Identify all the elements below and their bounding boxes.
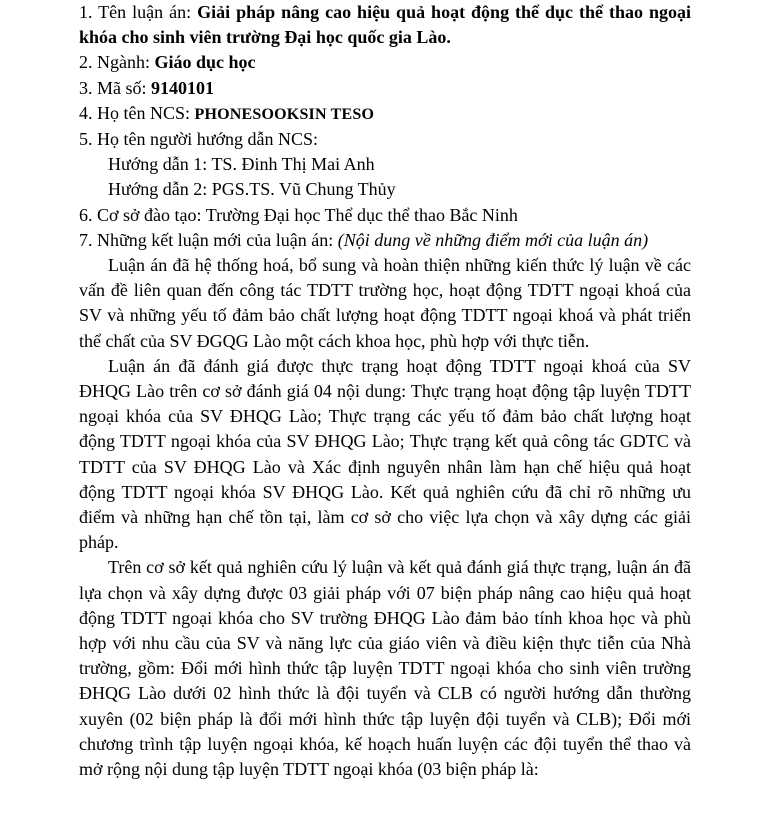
conclusions-note: (Nội dung về những điểm mới của luận án) — [337, 229, 649, 250]
candidate-value: PHONESOOKSIN TESO — [194, 105, 375, 123]
major-value: Giáo dục học — [154, 52, 256, 73]
conclusions-item — [79, 228, 691, 253]
supervisor-2: Hướng dẫn 2: PGS.TS. Vũ Chung Thủy — [108, 179, 396, 200]
thesis-title-value: Giải pháp nâng cao hiệu quả hoạt động thể dục thể thao ngoại khóa cho sinh viên trường Đại học quốc gia Lào. — [79, 2, 691, 48]
institution-item: 6. Cơ sở đào tạo: Trường Đại học Thể dục thể thao Bắc Ninh — [79, 204, 518, 225]
supervisor-1: Hướng dẫn 1: TS. Đinh Thị Mai Anh — [108, 154, 375, 175]
code-item — [79, 76, 691, 101]
paragraph-1: Luận án đã hệ thống hoá, bổ sung và hoàn thiện những kiến thức lý luận về các vấn đề liên quan đến công tác TDTT trường học, hoạt động TDTT ngoại khoá của SV và những yếu tố đảm bảo chất lượng hoạt động TDTT ngoại khoá và phát triển thể chất của SV ĐGQG Lào một cách khoa học, phù hợp với thực tiễn. — [79, 255, 691, 351]
thesis-title-item — [79, 0, 691, 50]
paragraph-3: Trên cơ sở kết quả nghiên cứu lý luận và kết quả đánh giá thực trạng, luận án đã lựa chọn và xây dựng được 03 giải pháp với 07 biện pháp nâng cao hiệu quả hoạt động TDTT ngoại khóa cho SV trường ĐHQG Lào đảm bảo tính khoa học và phù hợp với nhu cầu của SV và năng lực của giáo viên và điều kiện thực tiễn của Nhà trường, gồm: Đổi mới hình thức tập luyện TDTT ngoại khóa cho sinh viên trường ĐHQG Lào dưới 02 hình thức là đội tuyển và CLB có người hướng dẫn thường xuyên (02 biện pháp là đổi mới hình thức tập luyện đội tuyển và CLB); Đổi mới chương trình tập luyện ngoại khóa, kế hoạch huấn luyện các đội tuyển thể thao và mở rộng nội dung tập luyện TDTT ngoại khóa (03 biện pháp là: — [79, 557, 691, 780]
supervisors-label: 5. Họ tên người hướng dẫn NCS: — [79, 129, 319, 150]
paragraph-2: Luận án đã đánh giá được thực trạng hoạt động TDTT ngoại khoá của SV ĐHQG Lào trên cơ sở đánh giá 04 nội dung: Thực trạng hoạt động tập luyện TDTT ngoại khóa của SV ĐHQG Lào; Thực trạng các yếu tố đảm bảo chất lượng hoạt động TDTT ngoại khóa của SV ĐHQG Lào; Thực trạng kết quả công tác GDTC và TDTT của SV ĐHQG Lào và Xác định nguyên nhân làm hạn chế hiệu quả hoạt động TDTT ngoại khóa SV ĐHQG Lào. Kết quả nghiên cứu đã chỉ rõ những ưu điểm và những hạn chế tồn tại, làm cơ sở cho việc lựa chọn và xây dựng các giải pháp. — [79, 355, 691, 553]
conclusions-label: 7. Những kết luận mới của luận án: — [79, 229, 338, 250]
code-value: 9140101 — [151, 77, 214, 98]
code-label: 3. Mã số: — [79, 77, 151, 98]
conclusions-body — [79, 253, 691, 782]
document-page — [79, 0, 691, 782]
candidate-item — [79, 101, 691, 127]
candidate-label: 4. Họ tên NCS: — [79, 102, 195, 123]
major-item — [79, 50, 691, 75]
thesis-title-label: 1. Tên luận án: — [79, 2, 198, 22]
major-label: 2. Ngành: — [79, 52, 155, 73]
